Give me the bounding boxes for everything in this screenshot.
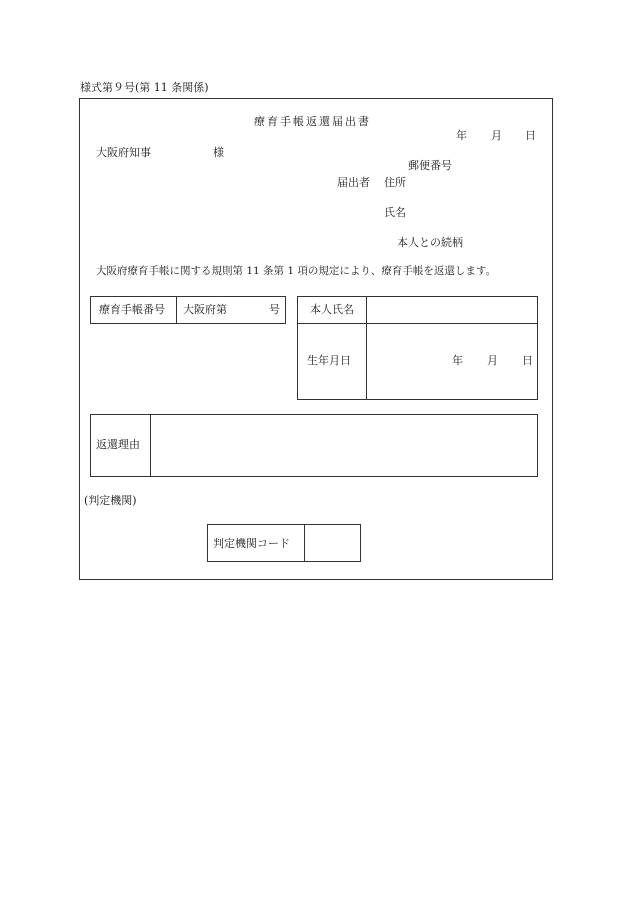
authority-code-label: 判定機関コード <box>213 537 290 550</box>
person-name-label: 本人氏名 <box>310 303 354 316</box>
date-year-label: 年 <box>456 129 467 142</box>
address-label: 住所 <box>384 176 406 189</box>
handbook-number-label: 療育手帳番号 <box>99 303 165 316</box>
addressee-name: 大阪府知事 <box>96 146 151 159</box>
birth-month-label: 月 <box>487 354 498 367</box>
form-number-label: 様式第９号(第 11 条関係) <box>80 81 209 94</box>
postal-code-label: 郵便番号 <box>408 159 452 172</box>
authority-section-label: (判定機関) <box>84 494 137 507</box>
birth-day-label: 日 <box>522 354 533 367</box>
form-title: 療育手帳返還届出書 <box>254 115 371 128</box>
return-statement: 大阪府療育手帳に関する規則第 11 条第 1 項の規定により、療育手帳を返還します。 <box>96 265 497 277</box>
date-month-label: 月 <box>491 129 502 142</box>
return-reason-label: 返還理由 <box>96 438 140 451</box>
relation-label: 本人との続柄 <box>397 236 463 249</box>
birth-date-label: 生年月日 <box>307 354 351 367</box>
return-reason-table <box>90 414 538 477</box>
authority-code-divider <box>304 524 305 562</box>
date-day-label: 日 <box>525 129 536 142</box>
person-table-row-divider <box>297 323 538 324</box>
return-reason-divider <box>150 414 151 477</box>
handbook-number-divider <box>176 296 177 324</box>
handbook-number-prefix: 大阪府第 <box>183 303 227 316</box>
handbook-number-suffix: 号 <box>269 303 280 316</box>
person-table-divider <box>366 296 367 400</box>
name-label: 氏名 <box>384 206 406 219</box>
addressee-honorific: 様 <box>213 146 224 159</box>
birth-year-label: 年 <box>452 354 463 367</box>
filer-label: 届出者 <box>337 176 370 189</box>
